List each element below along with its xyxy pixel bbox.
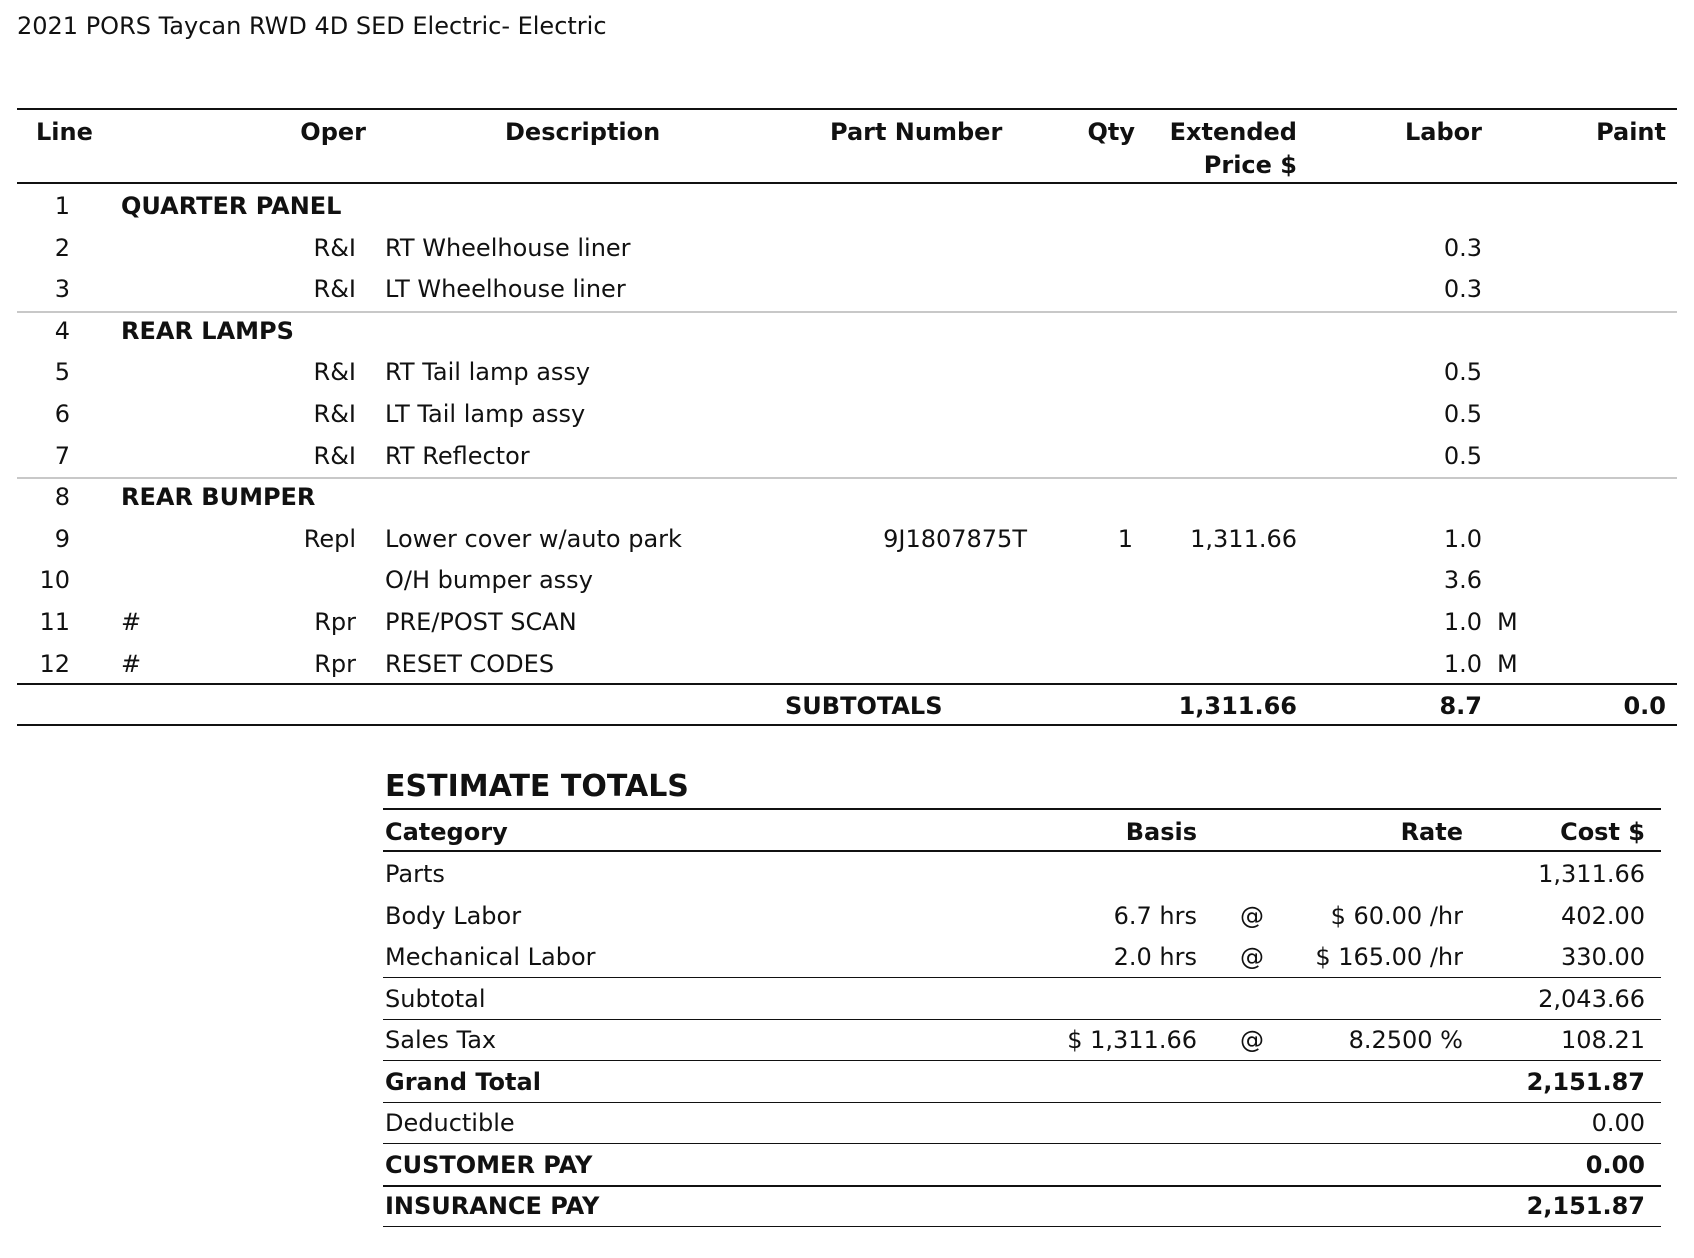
totals-cost: 330.00 [1561, 943, 1645, 971]
row-line-number: 11 [39, 608, 70, 636]
totals-row-rule [383, 1102, 1661, 1103]
row-part-number: 9J1807875T [883, 525, 1027, 553]
subtotal-top-rule [17, 683, 1677, 685]
row-line-number: 9 [54, 525, 70, 553]
totals-cost: 1,311.66 [1538, 860, 1645, 888]
totals-cost: 402.00 [1561, 902, 1645, 930]
totals-header-basis: Basis [1125, 818, 1197, 846]
row-oper: Rpr [314, 608, 356, 636]
row-flag: # [121, 650, 142, 678]
row-flag: # [121, 608, 142, 636]
totals-top-rule [383, 808, 1661, 810]
row-line-number: 2 [54, 234, 70, 262]
row-section-title: REAR BUMPER [121, 483, 316, 511]
totals-category: CUSTOMER PAY [385, 1151, 593, 1179]
header-oper: Oper [300, 118, 366, 146]
totals-basis: 2.0 hrs [1113, 943, 1197, 971]
totals-at-sign: @ [1240, 1026, 1264, 1054]
row-description: LT Wheelhouse liner [385, 275, 626, 303]
row-description: O/H bumper assy [385, 566, 593, 594]
row-oper: R&I [313, 442, 356, 470]
row-oper: R&I [313, 400, 356, 428]
row-qty: 1 [1117, 525, 1133, 553]
row-line-number: 6 [54, 400, 70, 428]
row-labor: 1.0 [1443, 608, 1482, 636]
totals-category: Sales Tax [385, 1026, 497, 1054]
row-line-number: 12 [39, 650, 70, 678]
totals-basis: $ 1,311.66 [1067, 1026, 1197, 1054]
table-top-rule [17, 108, 1677, 110]
row-oper: Rpr [314, 650, 356, 678]
totals-header-category: Category [385, 818, 508, 846]
totals-cost: 2,043.66 [1538, 985, 1645, 1013]
totals-rate: 8.2500 % [1348, 1026, 1463, 1054]
row-labor: 0.3 [1443, 275, 1482, 303]
row-description: RT Reflector [385, 442, 530, 470]
row-oper: Repl [303, 525, 356, 553]
header-extended-price-line2: Price $ [1203, 151, 1297, 179]
row-labor: 1.0 [1443, 525, 1482, 553]
row-line-number: 10 [39, 566, 70, 594]
subtotals-labor: 8.7 [1439, 692, 1482, 720]
subtotals-paint: 0.0 [1623, 692, 1666, 720]
row-line-number: 8 [54, 483, 70, 511]
header-qty: Qty [1087, 118, 1135, 146]
row-description: LT Tail lamp assy [385, 400, 586, 428]
row-labor: 0.3 [1443, 234, 1482, 262]
row-section-title: REAR LAMPS [121, 317, 294, 345]
totals-category: INSURANCE PAY [385, 1192, 600, 1220]
row-labor-flag: M [1497, 650, 1518, 678]
row-labor: 3.6 [1443, 566, 1482, 594]
totals-category: Mechanical Labor [385, 943, 596, 971]
totals-header-cost: Cost $ [1560, 818, 1645, 846]
row-line-number: 5 [54, 358, 70, 386]
totals-cost: 0.00 [1585, 1151, 1645, 1179]
section-separator [17, 311, 1677, 313]
subtotals-price: 1,311.66 [1178, 692, 1297, 720]
estimate-totals-title: ESTIMATE TOTALS [385, 769, 689, 804]
header-labor: Labor [1405, 118, 1482, 146]
row-oper: R&I [313, 275, 356, 303]
row-description: Lower cover w/auto park [385, 525, 682, 553]
header-extended-price-line1: Extended [1169, 118, 1297, 146]
totals-row-rule [383, 1019, 1661, 1020]
header-paint: Paint [1596, 118, 1666, 146]
row-section-title: QUARTER PANEL [121, 192, 342, 220]
row-line-number: 3 [54, 275, 70, 303]
totals-at-sign: @ [1240, 943, 1264, 971]
row-labor-flag: M [1497, 608, 1518, 636]
row-price: 1,311.66 [1190, 525, 1297, 553]
totals-category: Parts [385, 860, 445, 888]
totals-row-rule [383, 1185, 1661, 1187]
row-line-number: 4 [54, 317, 70, 345]
row-description: RESET CODES [385, 650, 555, 678]
totals-cost: 0.00 [1591, 1109, 1645, 1137]
totals-row-rule [383, 1226, 1661, 1227]
row-line-number: 7 [54, 442, 70, 470]
row-labor: 0.5 [1443, 400, 1482, 428]
subtotal-bottom-rule [17, 724, 1677, 726]
row-oper: R&I [313, 358, 356, 386]
row-oper: R&I [313, 234, 356, 262]
row-description: RT Tail lamp assy [385, 358, 591, 386]
totals-rate: $ 60.00 /hr [1330, 902, 1463, 930]
totals-row-rule [383, 977, 1661, 978]
row-line-number: 1 [54, 192, 70, 220]
totals-rate: $ 165.00 /hr [1315, 943, 1463, 971]
row-labor: 0.5 [1443, 442, 1482, 470]
row-description: PRE/POST SCAN [385, 608, 577, 636]
subtotals-label: SUBTOTALS [785, 692, 943, 720]
totals-category: Deductible [385, 1109, 515, 1137]
header-description: Description [505, 118, 661, 146]
totals-category: Grand Total [385, 1068, 541, 1096]
row-labor: 1.0 [1443, 650, 1482, 678]
header-bottom-rule [17, 182, 1677, 184]
totals-header-rate: Rate [1400, 818, 1463, 846]
totals-at-sign: @ [1240, 902, 1264, 930]
row-labor: 0.5 [1443, 358, 1482, 386]
header-line: Line [36, 118, 93, 146]
totals-category: Body Labor [385, 902, 522, 930]
row-description: RT Wheelhouse liner [385, 234, 631, 262]
totals-category: Subtotal [385, 985, 486, 1013]
totals-cost: 2,151.87 [1526, 1068, 1645, 1096]
header-part-number: Part Number [830, 118, 1003, 146]
totals-basis: 6.7 hrs [1113, 902, 1197, 930]
totals-cost: 2,151.87 [1526, 1192, 1645, 1220]
section-separator [17, 477, 1677, 479]
totals-row-rule [383, 1143, 1661, 1144]
totals-header-rule [383, 850, 1661, 852]
totals-row-rule [383, 1060, 1661, 1061]
vehicle-title: 2021 PORS Taycan RWD 4D SED Electric- Electric [17, 12, 607, 40]
totals-cost: 108.21 [1561, 1026, 1645, 1054]
